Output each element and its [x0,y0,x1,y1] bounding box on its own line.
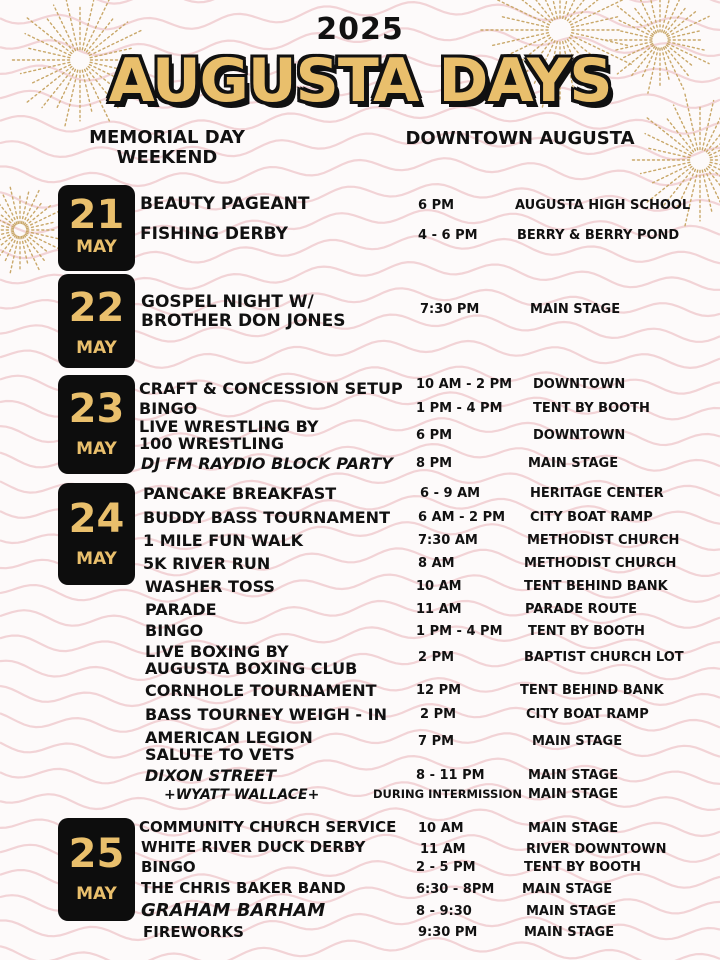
event-name: 5K RIVER RUN [143,554,271,573]
event-location: BERRY & BERRY POND [517,228,680,243]
event-location: CITY BOAT RAMP [530,510,653,525]
event-name: LIVE WRESTLING BY 100 WRESTLING [139,417,319,453]
event-name: BASS TOURNEY WEIGH - IN [145,705,387,724]
event-time: 7 PM [418,734,455,749]
date-box-21 [58,185,135,271]
event-location: TENT BY BOOTH [533,401,650,416]
event-location: MAIN STAGE [528,787,619,802]
event-location: DOWNTOWN [533,377,626,392]
event-time: 1 PM - 4 PM [416,401,503,416]
event-location: MAIN STAGE [528,456,619,471]
date-month: MAY [76,338,117,358]
event-time: 6:30 - 8PM [416,882,495,897]
event-location: MAIN STAGE [522,882,613,897]
date-month: MAY [76,439,117,459]
event-location: TENT BY BOOTH [528,624,645,639]
event-time: 6 PM [418,198,455,213]
event-name: LIVE BOXING BY AUGUSTA BOXING CLUB [145,642,358,678]
event-time: 11 AM [420,842,466,857]
event-name: CORNHOLE TOURNAMENT [145,681,377,700]
event-time: 2 - 5 PM [416,860,476,875]
event-name: FISHING DERBY [140,224,288,244]
date-month: MAY [76,549,117,569]
event-name: GOSPEL NIGHT W/ BROTHER DON JONES [141,292,346,331]
date-month: MAY [76,237,117,257]
event-name: BINGO [139,399,198,418]
event-name: BINGO [141,858,196,876]
date-day: 21 [68,192,125,238]
event-time: 8 - 11 PM [416,768,485,783]
event-time: 7:30 PM [420,302,480,317]
event-name: DJ FM RAYDIO BLOCK PARTY [141,454,393,473]
event-location: RIVER DOWNTOWN [526,842,667,857]
event-location: MAIN STAGE [532,734,623,749]
event-time: 2 PM [420,707,457,722]
event-time: 8 - 9:30 [416,904,472,919]
event-time: 10 AM - 2 PM [416,377,513,392]
event-time: 6 AM - 2 PM [418,510,506,525]
event-time: 7:30 AM [418,533,478,548]
event-location: METHODIST CHURCH [527,533,680,548]
event-time: 4 - 6 PM [418,228,478,243]
event-name: FIREWORKS [143,923,244,941]
date-box-24 [58,483,135,585]
event-time: 12 PM [416,683,462,698]
event-location: MAIN STAGE [528,768,619,783]
date-box-23 [58,375,135,474]
event-name: THE CHRIS BAKER BAND [141,879,346,897]
event-location: HERITAGE CENTER [530,486,664,501]
event-time: 9:30 PM [418,925,478,940]
event-name: BEAUTY PAGEANT [140,194,310,214]
event-time: 6 - 9 AM [420,486,481,501]
event-location: PARADE ROUTE [525,602,638,617]
event-year: 2025 [316,12,404,47]
event-name: BUDDY BASS TOURNAMENT [143,508,390,527]
event-location: AUGUSTA HIGH SCHOOL [515,198,691,213]
event-name: COMMUNITY CHURCH SERVICE [139,818,397,836]
event-location: DOWNTOWN [533,428,626,443]
event-time: 10 AM [418,821,464,836]
wave-line [0,938,720,960]
event-time: 11 AM [416,602,462,617]
subtitle-left: MEMORIAL DAY WEEKEND [89,127,245,168]
event-location: MAIN STAGE [528,821,619,836]
event-name: BINGO [145,621,204,640]
event-location: BAPTIST CHURCH LOT [524,650,684,665]
event-name: +WYATT WALLACE+ [164,787,320,803]
date-box-25 [58,818,135,921]
event-location: METHODIST CHURCH [524,556,677,571]
subtitle-right: DOWNTOWN AUGUSTA [405,128,635,149]
event-name: PANCAKE BREAKFAST [143,484,337,503]
event-name: PARADE [145,600,217,619]
event-time: DURING INTERMISSION [373,787,522,801]
event-time: 8 PM [416,456,453,471]
date-day: 23 [68,386,125,432]
event-name: WHITE RIVER DUCK DERBY [141,838,366,856]
event-name: 1 MILE FUN WALK [143,531,304,550]
event-location: CITY BOAT RAMP [526,707,649,722]
event-location: TENT BY BOOTH [524,860,641,875]
date-day: 24 [68,496,125,542]
date-day: 22 [68,285,125,331]
event-time: 8 AM [418,556,455,571]
event-location: MAIN STAGE [524,925,615,940]
event-time: 1 PM - 4 PM [416,624,503,639]
event-name: GRAHAM BARHAM [141,900,326,921]
event-time: 6 PM [416,428,453,443]
event-time: 10 AM [416,579,462,594]
event-name: DIXON STREET [145,766,277,785]
date-month: MAY [76,884,117,904]
event-title: AUGUSTA DAYS [108,46,612,116]
date-box-22 [58,274,135,368]
event-name: AMERICAN LEGION SALUTE TO VETS [145,728,313,764]
event-name: CRAFT & CONCESSION SETUP [139,379,403,398]
event-location: TENT BEHIND BANK [524,579,668,594]
event-time: 2 PM [418,650,455,665]
event-location: MAIN STAGE [530,302,621,317]
event-location: MAIN STAGE [526,904,617,919]
date-day: 25 [68,831,125,877]
event-location: TENT BEHIND BANK [520,683,664,698]
event-name: WASHER TOSS [145,577,275,596]
